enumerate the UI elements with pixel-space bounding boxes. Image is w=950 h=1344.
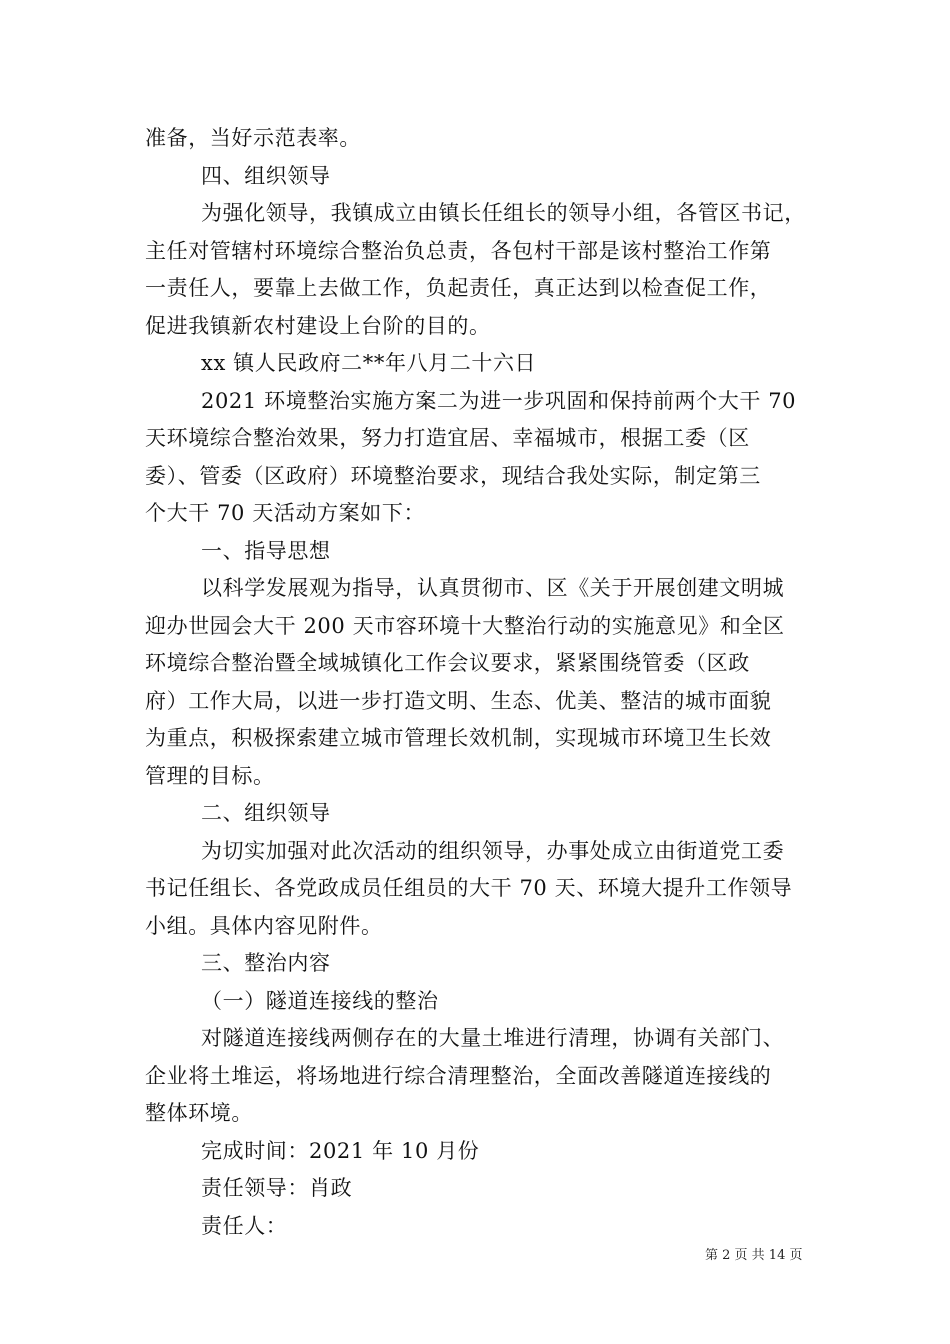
text-line: 委）、管委（区政府）环境整治要求，现结合我处实际，制定第三 bbox=[145, 463, 761, 488]
text-line: 府）工作大局，以进一步打造文明、生态、优美、整洁的城市面貌 bbox=[145, 688, 772, 713]
text-line: 一责任人，要靠上去做工作，负起责任，真正达到以检查促工作， bbox=[145, 276, 772, 300]
text-line: 天环境综合整治效果，努力打造宜居、幸福城市，根据工委（区 bbox=[145, 426, 750, 450]
text-line: 三、整治内容 bbox=[201, 951, 331, 975]
text-line: 一、指导思想 bbox=[201, 538, 331, 563]
text-line: 小组。具体内容见附件。 bbox=[145, 913, 383, 938]
text-line: （一）隧道连接线的整治 bbox=[201, 988, 439, 1013]
text-line: 迎办世园会大干 200 天市容环境十大整治行动的实施意见》和全区 bbox=[145, 613, 785, 638]
text-line: 责任人： bbox=[201, 1213, 288, 1238]
text-line: 对隧道连接线两侧存在的大量土堆进行清理，协调有关部门、 bbox=[201, 1026, 785, 1050]
page-number: 第 2 页 共 14 页 bbox=[705, 1248, 803, 1263]
text-line: 完成时间：2021 年 10 月份 bbox=[201, 1138, 480, 1163]
text-line: 为重点，积极探索建立城市管理长效机制，实现城市环境卫生长效 bbox=[145, 726, 772, 750]
text-line: 为强化领导，我镇成立由镇长任组长的领导小组，各管区书记， bbox=[201, 201, 806, 225]
text-line: 2021 环境整治实施方案二为进一步巩固和保持前两个大干 70 bbox=[201, 388, 797, 413]
text-line: 主任对管辖村环境综合整治负总责，各包村干部是该村整治工作第 bbox=[145, 238, 772, 263]
text-line: 书记任组长、各党政成员任组员的大干 70 天、环境大提升工作领导 bbox=[145, 876, 793, 900]
text-line: 责任领导：肖政 bbox=[201, 1176, 353, 1200]
text-line: xx 镇人民政府二**年八月二十六日 bbox=[201, 351, 537, 375]
text-line: 环境综合整治暨全域城镇化工作会议要求，紧紧围绕管委（区政 bbox=[145, 651, 750, 675]
text-line: 管理的目标。 bbox=[145, 763, 275, 788]
text-line: 整体环境。 bbox=[145, 1101, 253, 1125]
text-line: 四、组织领导 bbox=[201, 163, 331, 188]
text-line: 促进我镇新农村建设上台阶的目的。 bbox=[145, 313, 491, 338]
text-line: 为切实加强对此次活动的组织领导，办事处成立由街道党工委 bbox=[201, 838, 785, 863]
text-line: 准备，当好示范表率。 bbox=[145, 126, 361, 150]
text-line: 企业将土堆运，将场地进行综合清理整治，全面改善隧道连接线的 bbox=[145, 1063, 772, 1088]
text-line: 二、组织领导 bbox=[201, 801, 331, 825]
text-line: 个大干 70 天活动方案如下： bbox=[145, 501, 426, 525]
text-line: 以科学发展观为指导，认真贯彻市、区《关于开展创建文明城 bbox=[201, 576, 785, 600]
